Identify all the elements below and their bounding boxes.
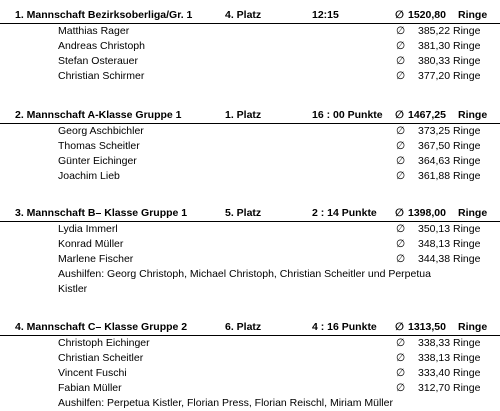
team-title: 4. Mannschaft C– Klasse Gruppe 2 [15, 321, 188, 333]
player-score: 373,25 [418, 125, 451, 137]
team-points: 16 : 00 Punkte [312, 109, 383, 121]
player-name: Christian Scheitler [58, 352, 144, 364]
player-name: Andreas Christoph [58, 40, 145, 52]
player-name: Christoph Eichinger [58, 337, 150, 349]
team-total: 1467,25 [408, 109, 446, 121]
team-section-2 [0, 108, 500, 184]
player-name: Lydia Immerl [58, 223, 118, 235]
player-score: 338,33 [418, 337, 451, 349]
player-row [0, 252, 500, 267]
player-row [0, 366, 500, 381]
team-header [0, 8, 500, 24]
player-name: Marlene Fischer [58, 253, 134, 265]
player-name: Thomas Scheitler [58, 140, 140, 152]
player-unit: Ringe [453, 238, 481, 250]
team-section-4 [0, 320, 500, 411]
player-score: 377,20 [418, 70, 451, 82]
player-unit: Ringe [453, 367, 481, 379]
average-icon: ∅ [396, 367, 406, 379]
player-row [0, 54, 500, 69]
player-unit: Ringe [453, 337, 481, 349]
player-unit: Ringe [453, 25, 481, 37]
team-total: 1398,00 [408, 207, 446, 219]
team-header [0, 206, 500, 222]
average-icon: ∅ [395, 321, 404, 333]
average-icon: ∅ [396, 337, 406, 349]
average-icon: ∅ [396, 55, 406, 67]
substitutes-note: Aushilfen: Georg Christoph, Michael Christoph, Christian Scheitler und Perpetua Kistler [58, 268, 431, 295]
team-points: 2 : 14 Punkte [312, 207, 377, 219]
player-row [0, 139, 500, 154]
player-name: Georg Aschbichler [58, 125, 144, 137]
team-place: 5. Platz [225, 207, 262, 219]
player-score: 338,13 [418, 352, 451, 364]
average-icon: ∅ [396, 140, 406, 152]
player-score: 364,63 [418, 155, 451, 167]
player-name: Konrad Müller [58, 238, 124, 250]
player-row [0, 336, 500, 351]
player-row [0, 69, 500, 84]
player-row [0, 351, 500, 366]
average-icon: ∅ [396, 155, 406, 167]
team-unit: Ringe [458, 9, 488, 21]
player-unit: Ringe [453, 352, 481, 364]
average-icon: ∅ [395, 207, 404, 219]
team-unit: Ringe [458, 109, 488, 121]
player-score: 344,38 [418, 253, 451, 265]
player-score: 348,13 [418, 238, 451, 250]
player-row [0, 154, 500, 169]
average-icon: ∅ [396, 25, 406, 37]
player-row [0, 381, 500, 396]
player-unit: Ringe [453, 223, 481, 235]
team-unit: Ringe [458, 321, 488, 333]
team-place: 6. Platz [225, 321, 262, 333]
average-icon: ∅ [395, 9, 404, 21]
substitutes-note: Aushilfen: Perpetua Kistler, Florian Press, Florian Reischl, Miriam Müller [58, 397, 393, 409]
player-row [0, 237, 500, 252]
player-unit: Ringe [453, 155, 481, 167]
team-points: 4 : 16 Punkte [312, 321, 377, 333]
team-place: 4. Platz [225, 9, 262, 21]
player-name: Matthias Rager [58, 25, 130, 37]
average-icon: ∅ [396, 125, 406, 137]
team-total: 1313,50 [408, 321, 446, 333]
player-score: 385,22 [418, 25, 451, 37]
player-score: 350,13 [418, 223, 451, 235]
average-icon: ∅ [395, 109, 404, 121]
player-name: Christian Schirmer [58, 70, 145, 82]
player-row [0, 39, 500, 54]
player-row [0, 24, 500, 39]
player-name: Günter Eichinger [58, 155, 137, 167]
average-icon: ∅ [396, 170, 406, 182]
team-section-3 [0, 206, 500, 297]
team-title: 3. Mannschaft B– Klasse Gruppe 1 [15, 207, 188, 219]
average-icon: ∅ [396, 253, 406, 265]
team-header [0, 320, 500, 336]
team-title: 1. Mannschaft Bezirksoberliga/Gr. 1 [15, 9, 193, 21]
player-unit: Ringe [453, 125, 481, 137]
player-score: 361,88 [418, 170, 451, 182]
team-header [0, 108, 500, 124]
player-score: 312,70 [418, 382, 451, 394]
player-unit: Ringe [453, 382, 481, 394]
average-icon: ∅ [396, 223, 406, 235]
player-unit: Ringe [453, 40, 481, 52]
average-icon: ∅ [396, 70, 406, 82]
player-unit: Ringe [453, 170, 481, 182]
average-icon: ∅ [396, 40, 406, 52]
player-name: Joachim Lieb [58, 170, 120, 182]
player-unit: Ringe [453, 140, 481, 152]
average-icon: ∅ [396, 352, 406, 364]
team-title: 2. Mannschaft A-Klasse Gruppe 1 [15, 109, 182, 121]
player-score: 367,50 [418, 140, 451, 152]
average-icon: ∅ [396, 382, 406, 394]
player-score: 333,40 [418, 367, 451, 379]
player-row [0, 124, 500, 139]
player-name: Fabian Müller [58, 382, 122, 394]
player-unit: Ringe [453, 70, 481, 82]
team-points: 12:15 [312, 9, 339, 21]
player-score: 380,33 [418, 55, 451, 67]
player-unit: Ringe [453, 55, 481, 67]
player-name: Stefan Osterauer [58, 55, 138, 67]
player-unit: Ringe [453, 253, 481, 265]
player-name: Vincent Fuschi [58, 367, 127, 379]
player-score: 381,30 [418, 40, 451, 52]
player-row [0, 169, 500, 184]
team-total: 1520,80 [408, 9, 446, 21]
average-icon: ∅ [396, 238, 406, 250]
team-place: 1. Platz [225, 109, 262, 121]
player-row [0, 222, 500, 237]
team-unit: Ringe [458, 207, 488, 219]
team-section-1 [0, 8, 500, 84]
